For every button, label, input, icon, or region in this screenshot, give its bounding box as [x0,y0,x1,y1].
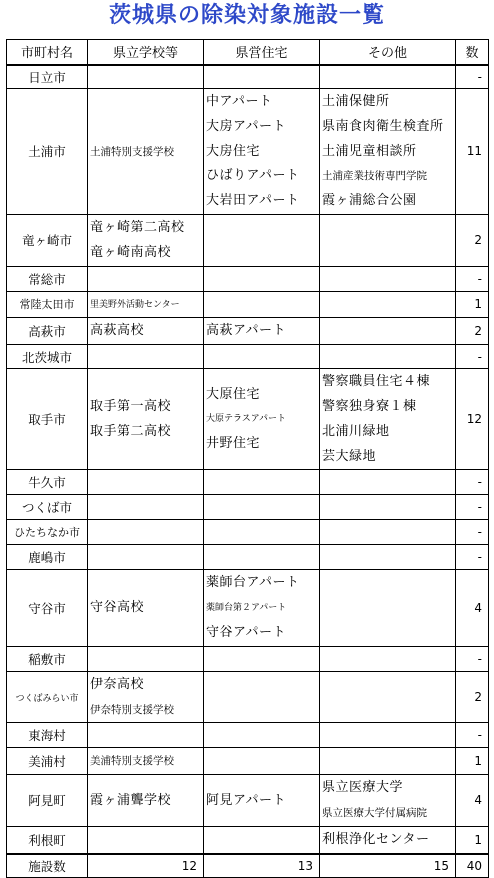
city-name: つくばみらい市 [7,671,88,723]
housing-item: 薬師台第２アパート [206,603,287,614]
facility-count: - [456,520,489,545]
table-row [7,214,489,266]
city-name: 利根町 [7,826,88,853]
housing-cell [204,470,320,495]
school-cell [88,470,204,495]
housing-cell [204,723,320,748]
school-item: 高萩高校 [90,323,145,339]
housing-item: 井野住宅 [206,436,261,452]
facility-count: 12 [456,369,489,470]
facility-count: 2 [456,671,489,723]
other-item: 土浦保健所 [322,94,390,109]
totals-housing: 13 [204,854,320,878]
school-cell [88,570,204,646]
school-item: 取手第一高校 [90,398,172,414]
city-name: 常陸太田市 [7,291,88,318]
school-cell [88,826,204,853]
city-name: 守谷市 [7,570,88,646]
housing-cell [204,775,320,827]
facility-count: - [456,545,489,570]
table-row [7,826,489,853]
header-city: 市町村名 [7,40,88,65]
school-cell [88,214,204,266]
city-name: 竜ヶ崎市 [7,214,88,266]
other-cell [320,345,456,369]
other-cell [320,214,456,266]
school-item: 取手第二高校 [90,423,172,439]
facility-count: 11 [456,89,489,215]
other-cell [320,291,456,318]
school-item: 霞ヶ浦聾学校 [90,792,172,808]
housing-item: 守谷アパート [206,624,286,640]
table-row [7,723,489,748]
table-row [7,470,489,495]
table-row [7,545,489,570]
housing-cell [204,520,320,545]
city-name: 鹿嶋市 [7,545,88,570]
table-row [7,495,489,520]
housing-item: 大原テラスアパート [206,414,287,425]
other-item: 土浦産業技術専門学院 [322,170,427,183]
facility-count: 1 [456,748,489,775]
housing-item: 大房住宅 [206,143,261,159]
housing-cell [204,214,320,266]
header-other: その他 [320,40,456,65]
housing-cell [204,369,320,470]
school-cell [88,545,204,570]
totals-school: 12 [88,854,204,878]
other-cell [320,65,456,89]
city-name: 土浦市 [7,89,88,215]
other-item: 県南食肉衛生検査所 [322,118,444,134]
housing-cell [204,495,320,520]
housing-cell [204,826,320,853]
facility-count: - [456,345,489,369]
school-cell [88,775,204,827]
facility-count: - [456,646,489,671]
housing-item: 阿見アパート [206,792,286,808]
school-item: 竜ヶ崎第二高校 [90,219,185,235]
totals-count: 40 [456,854,489,878]
other-cell [320,470,456,495]
city-name: 東海村 [7,723,88,748]
city-name: 牛久市 [7,470,88,495]
city-name: 北茨城市 [7,345,88,369]
other-cell [320,545,456,570]
table-row [7,748,489,775]
other-item: 利根浄化センター [322,831,430,847]
other-item: 土浦児童相談所 [322,143,417,159]
page-title: 茨城県の除染対象施設一覧 [108,3,385,28]
housing-item: 大房アパート [206,118,286,134]
facility-count: - [456,266,489,291]
facility-count: 2 [456,214,489,266]
other-item: 警察独身寮１棟 [322,398,417,414]
housing-item: 大岩田アパート [206,193,300,209]
table-row [7,65,489,89]
table-row [7,671,489,723]
school-item: 土浦特別支援学校 [90,145,174,158]
city-name: ひたちなか市 [7,520,88,545]
header-housing: 県営住宅 [204,40,320,65]
other-cell [320,671,456,723]
other-cell [320,646,456,671]
facility-count: - [456,495,489,520]
other-cell [320,520,456,545]
other-cell [320,318,456,345]
housing-item: 薬師台アパート [206,575,300,591]
housing-item: ひばりアパート [206,168,300,184]
school-cell [88,495,204,520]
school-cell [88,723,204,748]
housing-cell [204,266,320,291]
school-cell [88,345,204,369]
facility-count: 4 [456,775,489,827]
housing-item: 中アパート [206,94,273,109]
table-row [7,345,489,369]
other-cell [320,495,456,520]
other-item: 県立医療大学 [322,780,404,796]
city-name: 取手市 [7,369,88,470]
city-name: つくば市 [7,495,88,520]
facility-count: - [456,65,489,89]
school-cell [88,646,204,671]
school-cell [88,89,204,215]
school-cell [88,748,204,775]
facility-count: 1 [456,291,489,318]
school-cell [88,65,204,89]
city-name: 常総市 [7,266,88,291]
other-cell [320,775,456,827]
school-item: 伊奈特別支援学校 [90,703,174,716]
city-name: 美浦村 [7,748,88,775]
school-item: 美浦特別支援学校 [90,755,174,768]
other-item: 県立医療大学付属病院 [322,806,427,819]
other-cell [320,826,456,853]
header-school: 県立学校等 [88,40,204,65]
table-row [7,89,489,215]
housing-cell [204,671,320,723]
other-cell [320,369,456,470]
table-row [7,646,489,671]
housing-cell [204,345,320,369]
facility-count: 4 [456,570,489,646]
school-cell [88,318,204,345]
housing-cell [204,291,320,318]
school-cell [88,291,204,318]
table-row [7,775,489,827]
city-name: 稲敷市 [7,646,88,671]
housing-item: 高萩アパート [206,323,286,339]
table-row [7,266,489,291]
housing-cell [204,89,320,215]
other-cell [320,723,456,748]
school-cell [88,266,204,291]
school-item: 里美野外活動センター [90,299,180,310]
totals-row [7,854,489,878]
housing-cell [204,570,320,646]
other-item: 北浦川緑地 [322,423,390,439]
totals-label: 施設数 [7,854,88,878]
table-row [7,291,489,318]
housing-cell [204,545,320,570]
header-row [7,40,489,65]
housing-cell [204,65,320,89]
school-item: 伊奈高校 [90,676,145,692]
other-item: 警察職員住宅４棟 [322,374,431,390]
other-item: 芸大緑地 [322,448,377,464]
city-name: 阿見町 [7,775,88,827]
table-row [7,570,489,646]
facility-count: 2 [456,318,489,345]
housing-cell [204,318,320,345]
facility-count: - [456,723,489,748]
school-cell [88,369,204,470]
facility-count: - [456,470,489,495]
header-count: 数 [456,40,489,65]
other-cell [320,89,456,215]
housing-cell [204,748,320,775]
school-item: 竜ヶ崎南高校 [90,244,172,260]
school-item: 守谷高校 [90,600,145,616]
facility-count: 1 [456,826,489,853]
table-row [7,318,489,345]
totals-other: 15 [320,854,456,878]
city-name: 日立市 [7,65,88,89]
table-row [7,369,489,470]
housing-cell [204,646,320,671]
other-item: 霞ヶ浦総合公園 [322,193,417,209]
facility-table [6,39,489,878]
city-name: 高萩市 [7,318,88,345]
other-cell [320,266,456,291]
housing-item: 大原住宅 [206,386,261,402]
school-cell [88,520,204,545]
school-cell [88,671,204,723]
other-cell [320,748,456,775]
other-cell [320,570,456,646]
table-row [7,520,489,545]
